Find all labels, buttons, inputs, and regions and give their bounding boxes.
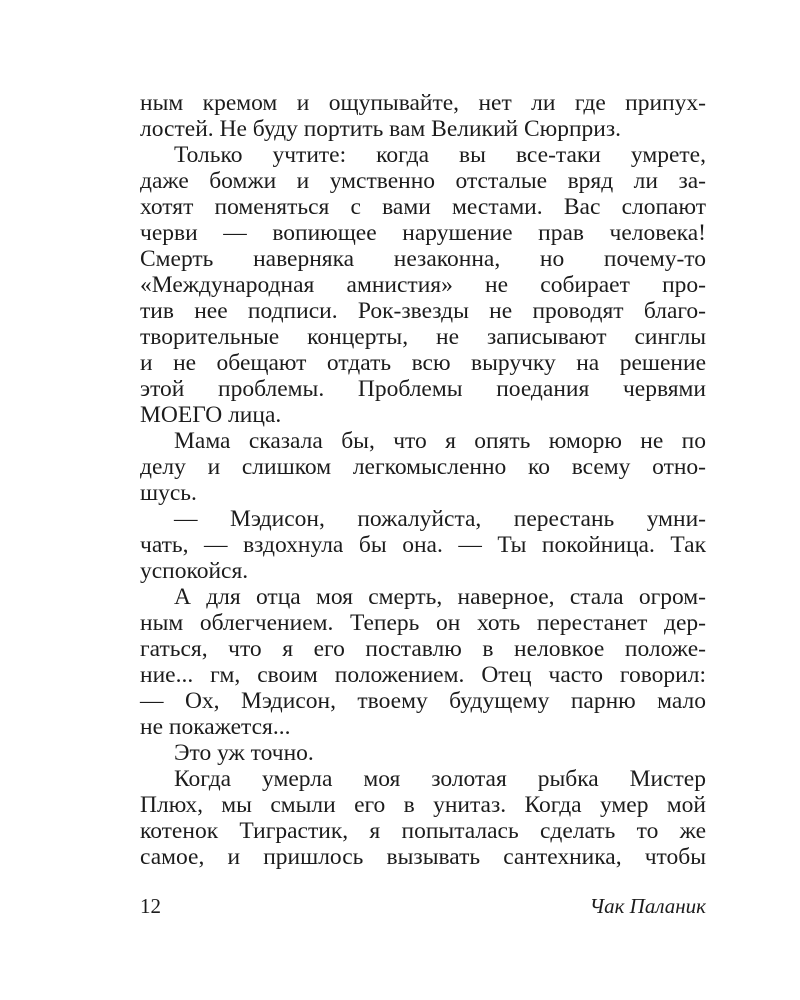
text-line: этой проблемы. Проблемы поедания червями xyxy=(140,376,706,402)
page-number: 12 xyxy=(140,894,161,918)
text-line: лостей. Не буду портить вам Великий Сюрприз. xyxy=(140,116,622,142)
text-line: Только учтите: когда вы все-таки умрете, xyxy=(174,142,706,168)
text-line: творительные концерты, не записывают синглы xyxy=(140,324,706,350)
text-line: гаться, что я его поставлю в неловкое положе- xyxy=(140,636,706,662)
text-line: Смерть наверняка незаконна, но почему-то xyxy=(140,246,706,272)
text-line: самое, и пришлось вызывать сантехника, чтобы xyxy=(140,844,706,870)
text-line: не покажется... xyxy=(140,714,291,740)
text-line: — Ох, Мэдисон, твоему будущему парню мало xyxy=(140,688,706,714)
text-line: черви — вопиющее нарушение прав человека! xyxy=(140,220,706,246)
text-line: даже бомжи и умственно отсталые вряд ли за- xyxy=(140,168,706,194)
text-line: ние... гм, своим положением. Отец часто говорил: xyxy=(140,662,706,688)
running-title: Чак Паланик xyxy=(589,894,706,918)
text-line: — Мэдисон, пожалуйста, перестань умни- xyxy=(174,506,706,532)
text-line: чать, — вздохнула бы она. — Ты покойница. Так xyxy=(140,532,706,558)
text-line: шусь. xyxy=(140,480,197,506)
text-line: и не обещают отдать всю выручку на решение xyxy=(140,350,706,376)
text-line: Мама сказала бы, что я опять юморю не по xyxy=(174,428,706,454)
text-line: «Международная амнистия» не собирает про- xyxy=(140,272,706,298)
text-line: Это уж точно. xyxy=(174,740,314,766)
text-line: А для отца моя смерть, наверное, стала огром- xyxy=(174,584,706,610)
text-line: хотят поменяться с вами местами. Вас слопают xyxy=(140,194,706,220)
text-line: МОЕГО лица. xyxy=(140,402,282,428)
text-line: делу и слишком легкомысленно ко всему отно- xyxy=(140,454,706,480)
page-text xyxy=(140,90,706,870)
text-line: ным облегчением. Теперь он хоть перестанет дер- xyxy=(140,610,706,636)
text-line: котенок Тиграстик, я попыталась сделать то же xyxy=(140,818,706,844)
text-line: Плюх, мы смыли его в унитаз. Когда умер мой xyxy=(140,792,706,818)
text-line: ным кремом и ощупывайте, нет ли где припух- xyxy=(140,90,706,116)
text-line: Когда умерла моя золотая рыбка Мистер xyxy=(174,766,706,792)
text-line: успокойся. xyxy=(140,558,249,584)
text-line: тив нее подписи. Рок-звезды не проводят благо- xyxy=(140,298,706,324)
page-footer xyxy=(140,893,706,919)
